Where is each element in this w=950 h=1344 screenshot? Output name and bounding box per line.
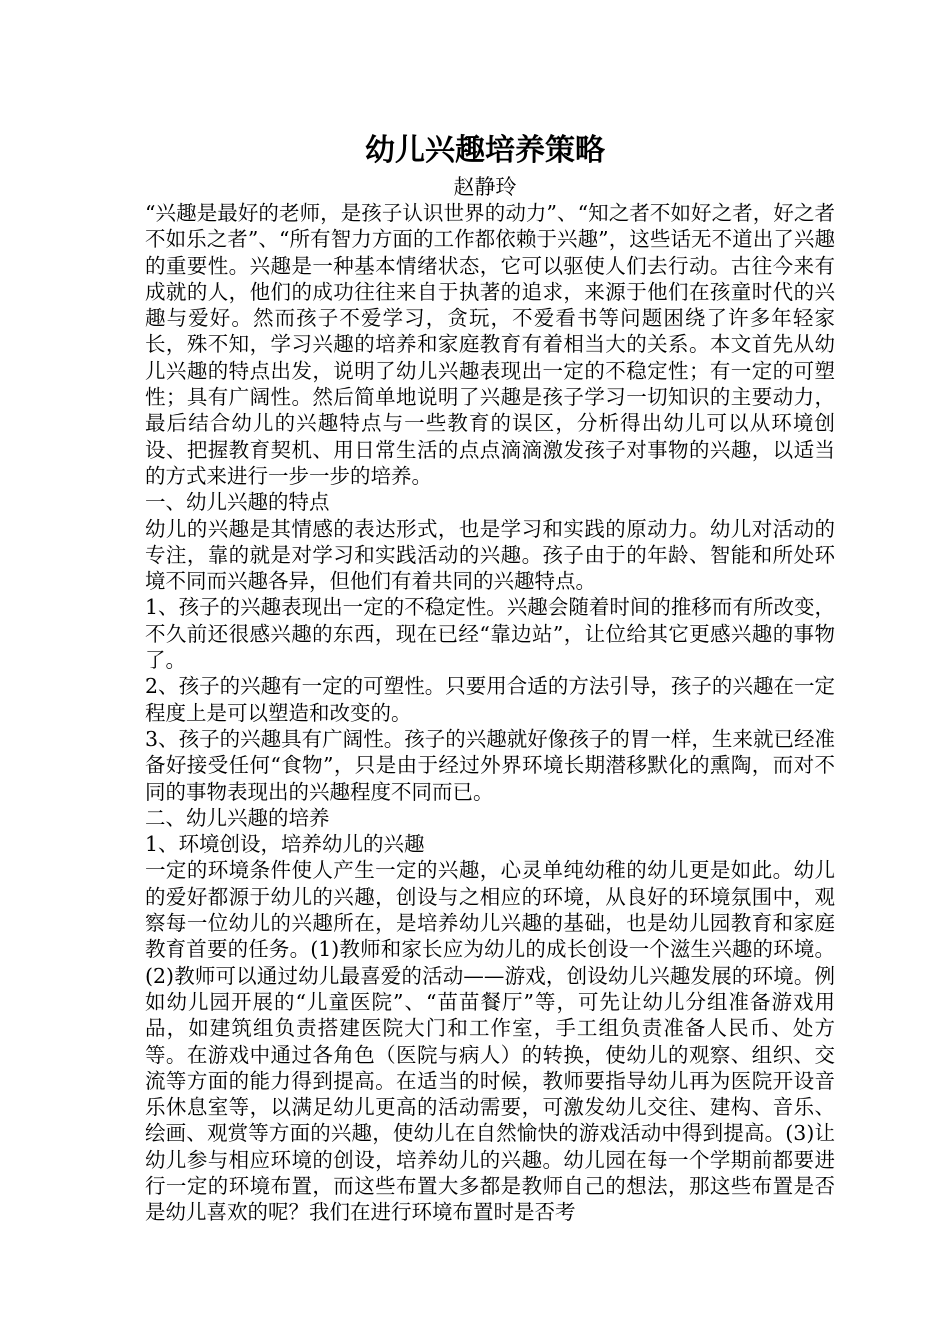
body-paragraph: 3、孩子的兴趣具有广阔性。孩子的兴趣就好像孩子的胃一样，生来就已经准备好接受任何“食物”，只是由于经过外界环境长期潜移默化的熏陶，而对不同的事物表现出的兴趣程度不同而已。 [145, 726, 835, 804]
document-page [145, 128, 835, 1226]
document-body [145, 200, 835, 1226]
subsection-heading: 1、环境创设，培养幼儿的兴趣 [145, 832, 425, 857]
document-author: 赵静玲 [453, 175, 517, 199]
intro-paragraph: “兴趣是最好的老师，是孩子认识世界的动力”、“知之者不如好之者，好之者不如乐之者”、“所有智力方面的工作都依赖于兴趣”，这些话无不道出了兴趣的重要性。兴趣是一种基本情绪状态，它可以驱使人们去行动。古往今来有成就的人，他们的成功往往来自于执著的追求，来源于他们在孩童时代的兴趣与爱好。然而孩子不爱学习，贪玩，不爱看书等问题困绕了许多年轻家长，殊不知，学习兴趣的培养和家庭教育有着相当大的关系。本文首先从幼儿兴趣的特点出发，说明了幼儿兴趣表现出一定的不稳定性；有一定的可塑性；具有广阔性。然后简单地说明了兴趣是孩子学习一切知识的主要动力，最后结合幼儿的兴趣特点与一些教育的误区，分析得出幼儿可以从环境创设、把握教育契机、用日常生活的点点滴滴激发孩子对事物的兴趣，以适当的方式来进行一步一步的培养。 [145, 201, 835, 488]
body-paragraph: 幼儿的兴趣是其情感的表达形式，也是学习和实践的原动力。幼儿对活动的专注，靠的就是对学习和实践活动的兴趣。孩子由于的年龄、智能和所处环境不同而兴趣各异，但他们有着共同的兴趣特点。 [145, 516, 835, 594]
document-title: 幼儿兴趣培养策略 [365, 133, 605, 168]
body-paragraph: 1、孩子的兴趣表现出一定的不稳定性。兴趣会随着时间的推移而有所改变，不久前还很感兴趣的东西，现在已经“靠边站”，让位给其它更感兴趣的事物了。 [145, 595, 835, 673]
section-heading-1: 一、幼儿兴趣的特点 [145, 490, 330, 515]
section-heading-2: 二、幼儿兴趣的培养 [145, 805, 330, 830]
body-paragraph: 2、孩子的兴趣有一定的可塑性。只要用合适的方法引导，孩子的兴趣在一定程度上是可以塑造和改变的。 [145, 674, 835, 725]
body-paragraph: 一定的环境条件使人产生一定的兴趣，心灵单纯幼稚的幼儿更是如此。幼儿的爱好都源于幼儿的兴趣，创设与之相应的环境，从良好的环境氛围中，观察每一位幼儿的兴趣所在，是培养幼儿兴趣的基础，也是幼儿园教育和家庭教育首要的任务。(1)教师和家长应为幼儿的成长创设一个滋生兴趣的环境。(2)教师可以通过幼儿最喜爱的活动——游戏，创设幼儿兴趣发展的环境。例如幼儿园开展的“儿童医院”、“苗苗餐厅”等，可先让幼儿分组准备游戏用品，如建筑组负责搭建医院大门和工作室，手工组负责准备人民币、处方等。在游戏中通过各角色（医院与病人）的转换，使幼儿的观察、组织、交流等方面的能力得到提高。在适当的时候，教师要指导幼儿再为医院开设音乐休息室等，以满足幼儿更高的活动需要，可激发幼儿交往、建构、音乐、绘画、观赏等方面的兴趣，使幼儿在自然愉快的游戏活动中得到提高。(3)让幼儿参与相应环境的创设，培养幼儿的兴趣。幼儿园在每一个学期前都要进行一定的环境布置，而这些布置大多都是教师自己的想法，那这些布置是否是幼儿喜欢的呢？我们在进行环境布置时是否考 [145, 858, 835, 1225]
